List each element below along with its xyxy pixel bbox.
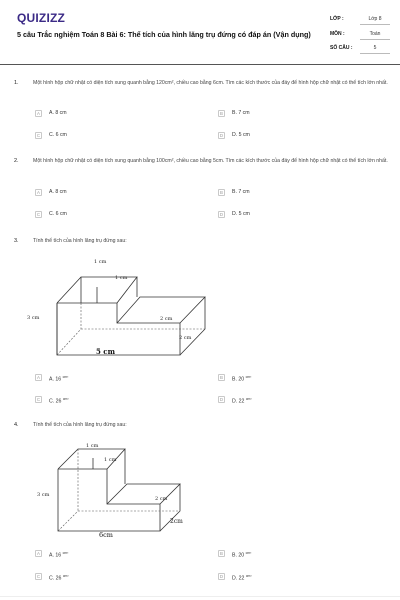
option-unit: cm³ [245,551,252,555]
option-b[interactable] [232,374,251,384]
option-d[interactable] [232,396,252,406]
prism-figure-3 [20,252,220,364]
option-unit: cm³ [62,397,69,401]
question-text: Một hình hộp chữ nhật có diện tích xung quanh bằng 120cm², chiều cao bằng 6cm. Tìm các kích thước của đáy để hình hộp chữ nhật có thể tích lớn nhất. [33,80,388,86]
option-b[interactable] [232,550,251,560]
dimension-inner: 1 cm [104,457,117,463]
dimension-left: 3 cm [27,315,40,321]
option-unit: cm³ [245,397,252,401]
subject-underline [360,39,390,40]
question-text: Một hình hộp chữ nhật có diện tích xung quanh bằng 100cm², chiều cao bằng 5cm. Tìm các kích thước của đáy để hình hộp chữ nhật có thể tích lớn nhất. [33,158,388,164]
option-letter-box: B [218,374,225,381]
question-text: Tính thể tích của hình lăng trụ đứng sau: [33,422,127,428]
question-number: 4. [14,422,19,428]
option-letter-box: A [35,550,42,557]
question-number: 1. [14,80,19,86]
document-header [0,0,400,64]
option-letter-box: A [35,110,42,117]
option-a-value: A. 16 [49,552,62,559]
class-label: LỚP : [330,16,344,22]
option-letter-box: A [35,374,42,381]
option-b[interactable]: B. 7 cm [232,189,250,195]
page-title: 5 câu Trắc nghiệm Toán 8 Bài 6: Thể tích của hình lăng trụ đứng có đáp án (Vận dụng) [17,30,311,39]
dimension-depth: 2cm [170,518,183,525]
option-d-value: D. 22 [232,575,245,582]
option-unit: cm³ [245,574,252,578]
option-b-value: B. 20 [232,552,245,559]
prism-figure-4 [20,436,200,540]
option-d[interactable]: D. 5 cm [232,211,250,217]
quizizz-logo: QUIZIZZ [17,11,66,25]
class-underline [360,24,390,25]
dimension-base: 5 cm [96,347,115,356]
dimension-left: 3 cm [37,492,50,498]
subject-label: MÔN : [330,31,345,37]
option-b-value: B. 20 [232,376,245,383]
option-unit: cm³ [245,375,252,379]
class-value: Lớp 8 [368,16,382,22]
question-number: 3. [14,238,19,244]
option-letter-box: C [36,133,41,138]
option-letter-box: D [219,574,224,579]
option-letter-box: C [36,574,41,579]
option-letter-box: C [36,397,41,402]
header-divider [0,64,400,65]
option-letter-box: B [218,110,225,117]
option-unit: cm³ [62,375,69,379]
question-count-label: SỐ CÂU : [330,45,353,51]
option-letter-box: B [218,189,225,196]
option-letter-box: D [219,133,224,138]
dimension-mid: 2 cm [160,316,173,322]
option-unit: cm³ [62,551,69,555]
option-c[interactable]: C. 6 cm [49,211,67,217]
option-a[interactable] [49,374,68,384]
option-letter-box: C [36,212,41,217]
option-d-value: D. 22 [232,398,245,405]
dimension-mid: 2 cm [155,496,168,502]
option-a[interactable]: A. 8 cm [49,110,67,116]
subject-value: Toán [369,31,381,37]
option-c-value: C. 26 [49,398,62,405]
option-letter-box: B [218,550,225,557]
option-d[interactable]: D. 5 cm [232,132,250,138]
count-underline [360,53,390,54]
option-c-value: C. 26 [49,575,62,582]
option-d[interactable] [232,573,252,583]
dimension-top: 1 cm [86,443,99,449]
page-bottom-edge [0,596,400,597]
dimension-base: 6cm [99,531,113,539]
dimension-depth: 2 cm [179,335,192,341]
step-face [107,484,180,504]
dimension-inner: 1 cm [115,275,128,281]
option-unit: cm³ [62,574,69,578]
right-face [180,297,205,355]
question-count-value: 5 [373,45,377,51]
option-a-value: A. 16 [49,376,62,383]
dimension-top: 1 cm [94,259,107,265]
option-c[interactable] [49,396,69,406]
question-text: Tính thể tích của hình lăng trụ đứng sau: [33,238,127,244]
option-letter-box: D [219,397,224,402]
option-c[interactable]: C. 6 cm [49,132,67,138]
front-face [58,469,160,531]
question-number: 2. [14,158,19,164]
option-b[interactable]: B. 7 cm [232,110,250,116]
option-c[interactable] [49,573,69,583]
option-letter-box: A [35,189,42,196]
option-a[interactable]: A. 8 cm [49,189,67,195]
option-a[interactable] [49,550,68,560]
option-letter-box: D [219,212,224,217]
